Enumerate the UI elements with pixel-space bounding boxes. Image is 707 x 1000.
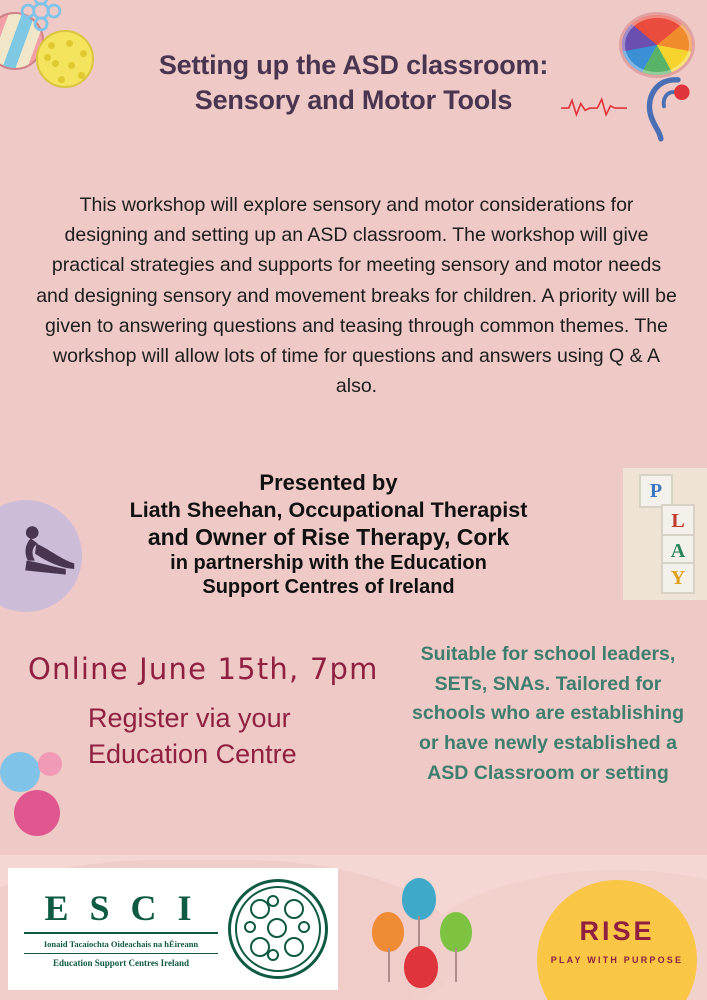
balloon-red [404, 946, 438, 988]
presenter-affiliation: and Owner of Rise Therapy, Cork [147, 524, 510, 551]
balloon-orange [372, 912, 404, 952]
title-line-1: Setting up the ASD classroom: [158, 50, 549, 80]
esci-divider-2 [24, 953, 218, 955]
esci-english-name: Education Support Centres Ireland [53, 958, 189, 969]
esci-irish-name: Ionaid Tacaíochta Oideachais na hÉireann [43, 938, 199, 949]
partnership-line-2: Support Centres of Ireland [202, 576, 455, 599]
presenter-name: Liath Sheehan, Occupational Therapist [129, 497, 528, 522]
poster-title [0, 48, 707, 117]
workshop-description: This workshop will explore sensory and motor considerations for designing and setting up an ASD classroom. The workshop will give practical strategies and supports for meeting sensory and motor needs and designing sensory and movement breaks for children. A priority will be given to answering questions and teasing through common themes. The workshop will allow lots of time for questions and answers using Q & A also. [36, 194, 677, 398]
title-line-2: Sensory and Motor Tools [194, 84, 513, 115]
pink-spiky-ball-icon [14, 790, 60, 836]
rise-brand-name: RISE [579, 916, 655, 946]
register-line-2: Education Centre [88, 739, 297, 770]
registration-instructions [88, 700, 388, 773]
esci-celtic-seal-icon [228, 879, 328, 979]
register-line-1: Register via your [88, 703, 291, 733]
audience-note: Suitable for school leaders, SETs, SNAs. Tailored for schools who are establishing or have newly established a ASD Classroom or setting [412, 643, 684, 784]
esci-text-block [8, 887, 222, 969]
play-blocks-image: P L A Y [623, 468, 707, 600]
balloon-string-green [455, 948, 457, 982]
presented-by-label: Presented by [259, 470, 398, 495]
esci-logo [8, 868, 338, 990]
rise-tagline: PLAY WITH PURPOSE [550, 955, 684, 965]
esci-wordmark: E S C I [44, 887, 198, 928]
balloon-green [440, 912, 472, 952]
partnership-line-1: in partnership with the Education [170, 552, 487, 575]
flower-icon [18, 0, 64, 34]
balloon-teal [402, 878, 436, 920]
esci-divider-1 [24, 932, 218, 934]
balloon-string-orange [388, 948, 390, 982]
event-date-time: Online June 15th, 7pm [28, 652, 379, 686]
presenter-block [60, 470, 597, 600]
blue-circle-icon [0, 752, 40, 792]
small-pink-circle-icon [38, 752, 62, 776]
